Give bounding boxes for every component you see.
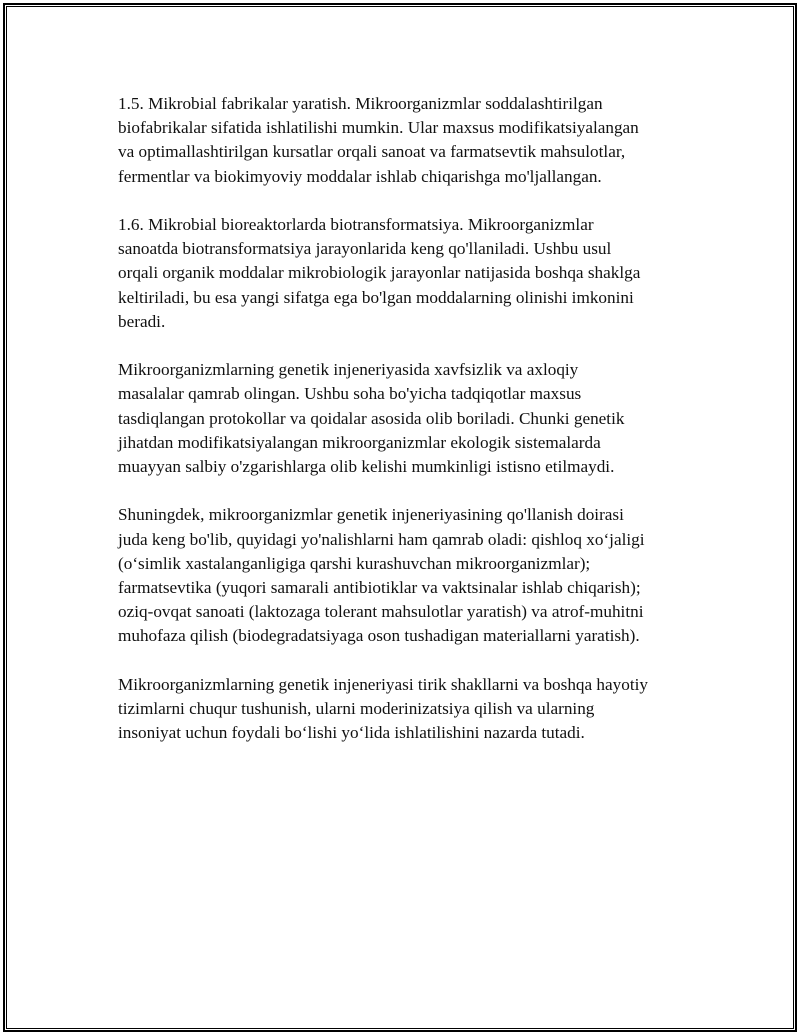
text-line: tizimlarni chuqur tushunish, ularni moderinizatsiya qilish va ularning (118, 699, 595, 719)
text-line: juda keng bo'lib, quyidagi yo'nalishlarni ham qamrab oladi: qishloq xo‘jaligi (118, 529, 645, 549)
text-line: 1.5. Mikrobial fabrikalar yaratish. Mikroorganizmlar soddalashtirilgan (118, 94, 603, 113)
text-line: muayyan salbiy o'zgarishlarga olib kelishi mumkinligi istisno etilmaydi. (118, 457, 615, 477)
text-line: 1.6. Mikrobial bioreaktorlarda biotransformatsiya. Mikroorganizmlar (118, 215, 594, 234)
paragraph-conclusion (118, 673, 703, 746)
text-line: beradi. (118, 311, 166, 331)
text-line: jihatdan modifikatsiyalangan mikroorganizmlar ekologik sistemalarda (118, 432, 601, 452)
paragraph-microbial-factories (118, 92, 703, 189)
text-line: oziq-ovqat sanoati (laktozaga tolerant mahsulotlar yaratish) va atrof-muhitni (118, 602, 644, 622)
text-line: Shuningdek, mikroorganizmlar genetik injeneriyasining qo'llanish doirasi (118, 505, 624, 525)
text-line: sanoatda biotransformatsiya jarayonlarida keng qo'llaniladi. Ushbu usul (118, 239, 612, 259)
text-line: keltiriladi, bu esa yangi sifatga ega bo'lgan moddalarning olinishi imkonini (118, 287, 634, 307)
text-line: (o‘simlik xastalanganligiga qarshi kurashuvchan mikroorganizmlar); (118, 553, 591, 573)
paragraph-safety-ethics (118, 358, 703, 479)
text-line: Mikroorganizmlarning genetik injeneriyasida xavfsizlik va axloqiy (118, 360, 579, 380)
text-line: farmatsevtika (yuqori samarali antibiotiklar va vaktsinalar ishlab chiqarish); (118, 578, 641, 598)
document-body (118, 92, 703, 770)
paragraph-applications (118, 503, 703, 648)
paragraph-biotransformation (118, 213, 703, 334)
text-line: Mikroorganizmlarning genetik injeneriyasi tirik shakllarni va boshqa hayotiy (118, 674, 648, 694)
text-line: orqali organik moddalar mikrobiologik jarayonlar natijasida boshqa shaklga (118, 263, 641, 283)
text-line: masalalar qamrab olingan. Ushbu soha bo'yicha tadqiqotlar maxsus (118, 384, 582, 404)
text-line: va optimallashtirilgan kursatlar orqali sanoat va farmatsevtik mahsulotlar, (118, 142, 626, 162)
text-line: biofabrikalar sifatida ishlatilishi mumkin. Ular maxsus modifikatsiyalangan (118, 118, 639, 138)
text-line: tasdiqlangan protokollar va qoidalar asosida olib boriladi. Chunki genetik (118, 408, 625, 428)
text-line: muhofaza qilish (biodegradatsiyaga oson tushadigan materiallarni yaratish). (118, 626, 640, 646)
text-line: fermentlar va biokimyoviy moddalar ishlab chiqarishga mo'ljallangan. (118, 166, 602, 186)
text-line: insoniyat uchun foydali bo‘lishi yo‘lida ishlatilishini nazarda tutadi. (118, 723, 585, 743)
